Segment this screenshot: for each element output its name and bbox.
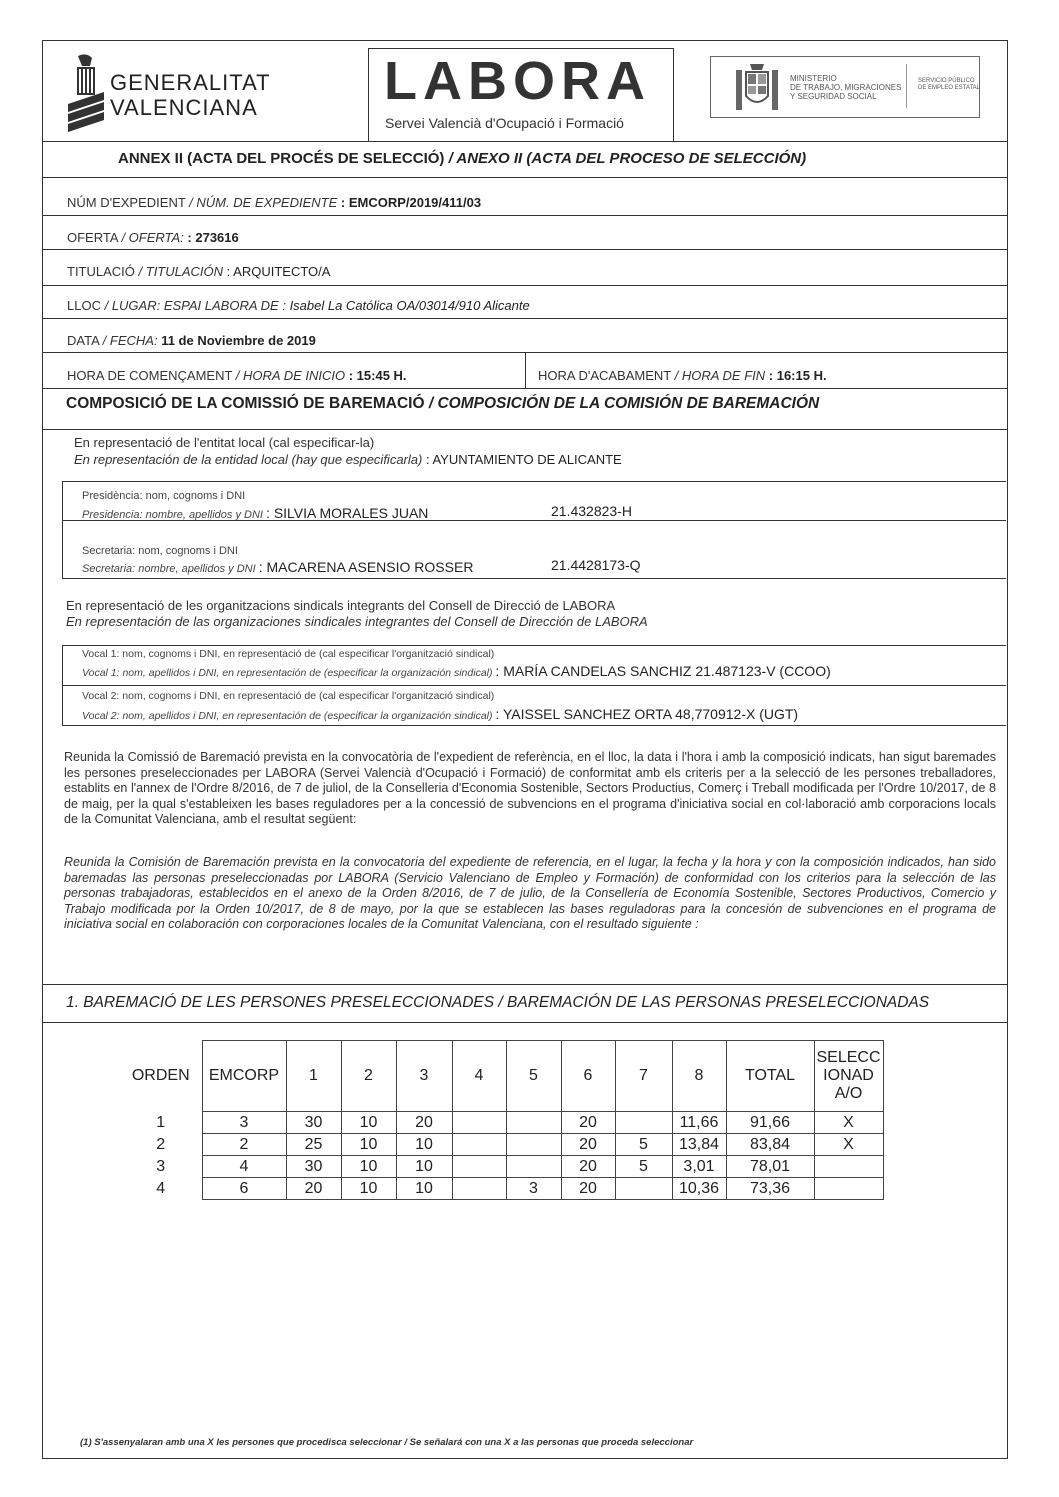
table-cell: X [814,1134,883,1156]
vocal2-label-es: Vocal 2: nom, apellidos i DNI, en representación de (especificar la organización sindical) [82,710,493,722]
table-cell [814,1156,883,1178]
presidencia-label-es: Presidencia: nombre, apellidos y DNI [82,509,263,521]
table-cell [452,1156,506,1178]
col-header: 5 [506,1041,561,1112]
expediente-label-es: / NÚM. DE EXPEDIENTE [189,195,338,210]
col-header: 1 [286,1041,341,1112]
presidencia-left-border [62,481,63,542]
titulacion-label-val: TITULACIÓ [67,264,135,279]
oferta-label-es: / OFERTA: [121,230,184,245]
table-cell: 3 [506,1178,561,1200]
ministry-text [790,74,901,101]
col-header: ORDEN [120,1041,202,1112]
table-cell: 83,84 [726,1134,814,1156]
paragraph-es: Reunida la Comisión de Baremación prevista en la convocatoria del expediente de referencia, en el lugar, la fecha y la hora y con la composición indicados, han sido baremadas las personas preseleccionadas por LABORA (Servicio Valenciano de Empleo y Formación) de conformidad con los criterios para la selección de las personas trabajadoras, establecidos en el anexo de la Orden 8/2016, de 7 de julio, de la Consellería de Economía Sostenible, Sectores Productivos, Comercio y Trabajo modificada por la Orden 10/2017, de 8 de mayo, por la que se establecen las bases reguladoras para la concesión de subvenciones en el programa de iniciativa social en colaboración con corporaciones locales de la Comunitat Valenciana, con el resultado siguiente : [64,855,996,931]
sepe-line1: SERVICIO PÚBLICO [918,78,975,84]
vocal2-row [82,706,798,722]
lugar-label-es: / LUGAR: ESPAI LABORA DE : [104,298,286,313]
table-row [120,1112,883,1134]
sindicales-label-es: En representación de las organizaciones sindicales integrantes del Consell de Dirección de LABORA [66,614,648,629]
annex-title-es: / ANEXO II (ACTA DEL PROCESO DE SELECCIÓN) [448,150,807,167]
secretaria-label-val: Secretaria: nom, cognoms i DNI [82,545,238,557]
header-divider [42,141,1008,142]
baremacion-title [66,994,929,1012]
sindicales-label-val: En representació de les organitzacions sindicals integrants del Consell de Direcció de LABORA [66,598,616,613]
entidad-label-es: En representación de la entidad local (hay que especificarla) [74,452,423,467]
sepe-text [918,78,980,92]
annex-title [118,150,806,167]
table-cell: 10 [341,1178,396,1200]
col-header: SELECC IONAD A/O [814,1041,883,1112]
generalitat-emblem-icon [66,52,106,139]
table-cell: 10 [341,1156,396,1178]
paragraph-val: Reunida la Comissió de Baremació prevista en la convocatòria de l'expedient de referència, en el lloc, la data i l'hora i amb la composició indicats, han sigut baremades les persones preseleccionades per LABORA (Servei Valencià d'Ocupació i Formació) de conformitat amb els criteris per a la selecció de les persones treballadores, establits en l'annex de l'Ordre 8/2016, de 7 de juliol, de la Conselleria d'Economia Sostenible, Sectors Productius, Comerç i Treball modificada per l'Ordre 10/2017, de 8 de maig, per la qual s'estableixen les bases reguladores per a la concessió de subvencions en el programa d'iniciativa social en col·laboració amb corporacions locals de la Comunitat Valenciana, amb el resultat següent: [64,750,996,826]
titulacion-value: : ARQUITECTO/A [226,264,331,279]
col-header: EMCORP [202,1041,286,1112]
comision-title-es: / COMPOSICIÓN DE LA COMISIÓN DE BAREMACIÓN [428,395,820,412]
comision-title [66,395,819,413]
table-row [120,1178,883,1200]
table-cell: 6 [202,1178,286,1200]
col-header: 2 [341,1041,396,1112]
table-cell: 20 [561,1156,615,1178]
vocal1-value: : MARÍA CANDELAS SANCHIZ 21.487123-V (CCOO) [495,663,831,679]
vocal1-row [82,663,831,679]
sepe-line2: DE EMPLEO ESTATAL [918,85,981,91]
table-cell: 20 [396,1112,452,1134]
table-cell: 10 [341,1112,396,1134]
table-cell: 10 [341,1134,396,1156]
col-header: 6 [561,1041,615,1112]
ministry-line1: MINISTERIO [790,74,837,83]
table-cell [506,1112,561,1134]
table-cell: X [814,1112,883,1134]
oferta-row [67,230,239,245]
baremacion-title-es: / BAREMACIÓN DE LAS PERSONAS PRESELECCIONADAS [498,994,930,1011]
hora-inicio-label-val: HORA DE COMENÇAMENT [67,368,233,383]
secretaria-name: : MACARENA ASENSIO ROSSER [258,559,474,575]
table-cell [814,1178,883,1200]
hora-fin-row [538,368,827,383]
row-divider-1 [42,215,1008,216]
fecha-label-es: / FECHA: [102,333,158,348]
table-cell [615,1112,672,1134]
labora-logo: LABORA [384,51,651,111]
table-cell: 73,36 [726,1178,814,1200]
table-cell: 20 [286,1178,341,1200]
table-cell: 4 [202,1156,286,1178]
title-divider [42,177,1008,178]
gv-line2: VALENCIANA [110,95,258,120]
hora-inicio-label-es: / HORA DE INICIO [235,368,346,383]
entidad-row [74,452,622,467]
baremacion-title-divider [42,1022,1008,1023]
hora-fin-value: : 16:15 H. [768,368,827,383]
oferta-label-val: OFERTA [67,230,118,245]
table-cell: 3,01 [672,1156,726,1178]
table-cell: 20 [561,1112,615,1134]
table-cell: 5 [615,1156,672,1178]
col-header: 3 [396,1041,452,1112]
sindicales-divider [62,645,1006,646]
hora-inicio-row [67,368,407,383]
hora-divider [525,352,526,388]
ministry-line2: DE TRABAJO, MIGRACIONES [790,83,902,92]
table-cell: 25 [286,1134,341,1156]
col-header: 4 [452,1041,506,1112]
table-cell: 2 [202,1134,286,1156]
table-cell: 20 [561,1134,615,1156]
baremacion-table [120,1040,884,1200]
comision-title-divider [42,429,1008,430]
hora-fin-label-val: HORA D'ACABAMENT [538,368,671,383]
table-cell: 10 [396,1178,452,1200]
vocal2-divider [62,725,1006,726]
table-cell: 1 [120,1112,202,1134]
baremacion-divider [42,984,1008,985]
vocal2-label-val: Vocal 2: nom, cognoms i DNI, en representació de (cal especificar l'organització sindical) [82,690,495,702]
lugar-value: Isabel La Católica OA/03014/910 Alicante [289,298,530,313]
table-cell [506,1156,561,1178]
table-cell [452,1178,506,1200]
entidad-label-val: En representació de l'entitat local (cal especificar-la) [74,435,375,450]
col-header: TOTAL [726,1041,814,1112]
vocal1-label-val: Vocal 1: nom, cognoms i DNI, en representació de (cal especificar l'organització sindical) [82,648,495,660]
entidad-divider [62,481,1006,482]
presidencia-row [82,505,428,521]
table-cell: 10 [396,1156,452,1178]
expediente-row [67,195,481,210]
secretaria-left-border [62,540,63,578]
spain-coat-of-arms-icon [734,62,780,119]
hora-inicio-value: : 15:45 H. [348,368,407,383]
vocal1-label-es: Vocal 1: nom, apellidos i DNI, en representación de (especificar la organización sindical) [82,667,493,679]
table-cell: 30 [286,1112,341,1134]
table-row [120,1134,883,1156]
lugar-row [67,298,530,313]
expediente-label-val: NÚM D'EXPEDIENT [67,195,186,210]
fecha-value: 11 de Noviembre de 2019 [161,333,316,348]
col-header: 7 [615,1041,672,1112]
ministry-line3: Y SEGURIDAD SOCIAL [790,92,877,101]
titulacion-row [67,264,330,279]
lugar-label-val: LLOC [67,298,101,313]
table-cell: 91,66 [726,1112,814,1134]
titulacion-label-es: / TITULACIÓN [138,264,224,279]
ministry-divider [906,64,907,108]
table-cell: 11,66 [672,1112,726,1134]
table-cell: 13,84 [672,1134,726,1156]
table-cell: 3 [120,1156,202,1178]
fecha-label-val: DATA [67,333,100,348]
generalitat-logo-text [110,70,271,120]
table-cell [452,1134,506,1156]
secretaria-divider [62,578,1006,579]
hora-fin-label-es: / HORA DE FIN [674,368,766,383]
footnote: (1) S'assenyalaran amb una X les persones que procedisca seleccionar / Se señalará con una X a las personas que proceda seleccionar [80,1437,694,1448]
secretaria-dni: 21.4428173-Q [551,557,641,573]
oferta-value: : 273616 [187,230,239,245]
baremacion-title-val: 1. BAREMACIÓ DE LES PERSONES PRESELECCIONADES [66,994,495,1011]
table-cell: 2 [120,1134,202,1156]
table-cell: 3 [202,1112,286,1134]
labora-subtitle: Servei Valencià d'Ocupació i Formació [385,115,624,131]
row-divider-6 [42,388,1008,389]
entidad-value: : AYUNTAMIENTO DE ALICANTE [425,452,622,467]
col-header: 8 [672,1041,726,1112]
table-cell [452,1112,506,1134]
table-cell: 4 [120,1178,202,1200]
presidencia-name: : SILVIA MORALES JUAN [266,505,429,521]
gv-line1: GENERALITAT [110,70,271,95]
table-cell: 78,01 [726,1156,814,1178]
presidencia-label-val: Presidència: nom, cognoms i DNI [82,490,246,502]
table-header-row [120,1041,883,1112]
table-cell [506,1134,561,1156]
annex-title-val: ANNEX II (ACTA DEL PROCÉS DE SELECCIÓ) [118,150,445,167]
comision-title-val: COMPOSICIÓ DE LA COMISSIÓ DE BAREMACIÓ [66,395,425,412]
presidencia-dni: 21.432823-H [551,503,632,519]
table-row [120,1156,883,1178]
vocal2-value: : YAISSEL SANCHEZ ORTA 48,770912-X (UGT) [495,706,799,722]
row-divider-2 [42,249,1008,250]
table-cell: 10,36 [672,1178,726,1200]
table-cell: 5 [615,1134,672,1156]
expediente-value: : EMCORP/2019/411/03 [340,195,482,210]
table-cell: 10 [396,1134,452,1156]
table-cell [615,1178,672,1200]
row-divider-3 [42,285,1008,286]
secretaria-row [82,559,473,575]
table-cell: 30 [286,1156,341,1178]
secretaria-label-es: Secretaria: nombre, apellidos y DNI [82,563,256,575]
table-cell: 20 [561,1178,615,1200]
vocal1-divider [62,685,1006,686]
fecha-row [67,333,316,348]
row-divider-4 [42,318,1008,319]
